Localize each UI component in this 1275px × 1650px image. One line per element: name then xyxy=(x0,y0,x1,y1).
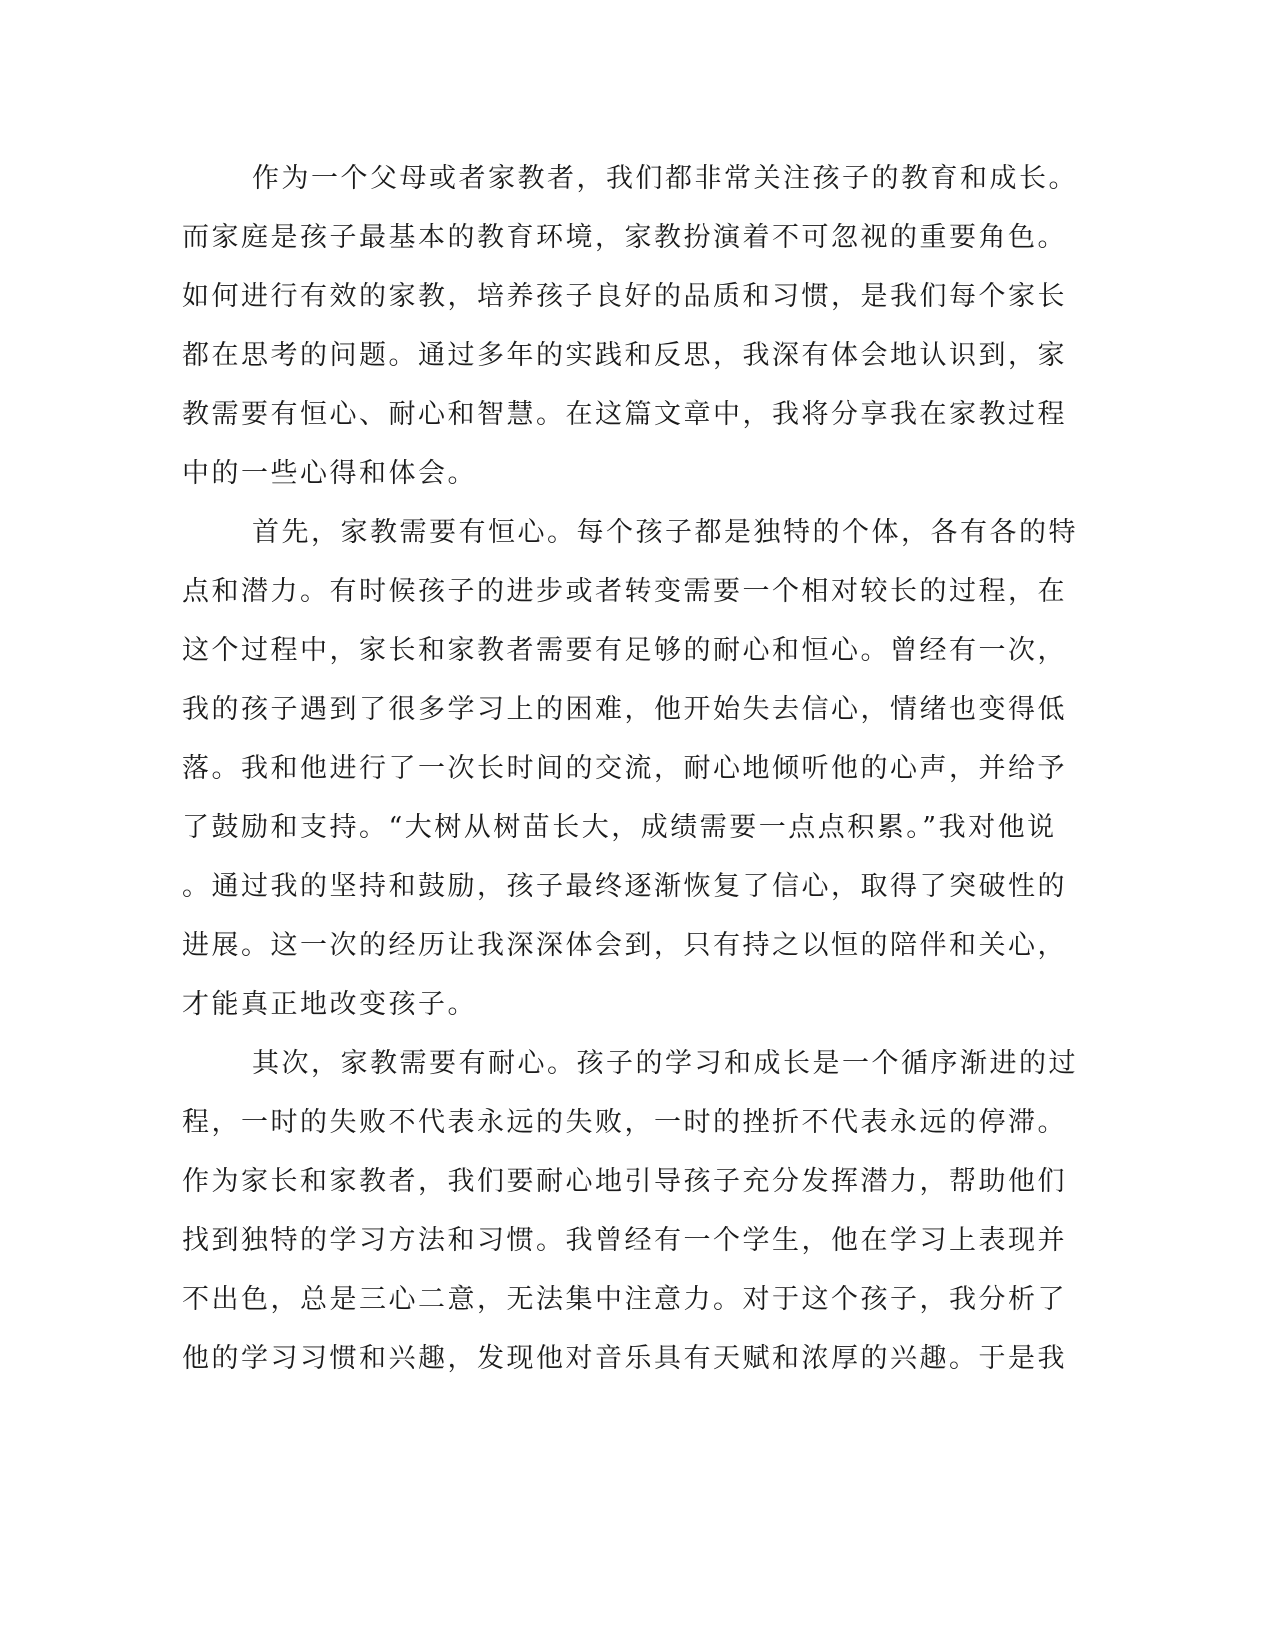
text-line: 作为一个父母或者家教者，我们都非常关注孩子的教育和成长。 xyxy=(252,163,1078,194)
text-line: 。通过我的坚持和鼓励，孩子最终逐渐恢复了信心，取得了突破性的 xyxy=(182,871,1067,902)
text-line: 了鼓励和支持。“大树从树苗长大，成绩需要一点点积累。”我对他说 xyxy=(182,812,1057,843)
text-line: 点和潜力。有时候孩子的进步或者转变需要一个相对较长的过程，在 xyxy=(182,576,1067,607)
paragraph-patience xyxy=(182,1034,1078,1388)
text-line: 进展。这一次的经历让我深深体会到，只有持之以恒的陪伴和关心， xyxy=(182,930,1067,961)
text-line: 才能真正地改变孩子。 xyxy=(182,989,477,1020)
text-line: 都在思考的问题。通过多年的实践和反思，我深有体会地认识到，家 xyxy=(182,340,1067,371)
text-line: 落。我和他进行了一次长时间的交流，耐心地倾听他的心声，并给予 xyxy=(182,753,1067,784)
text-line: 程，一时的失败不代表永远的失败，一时的挫折不代表永远的停滞。 xyxy=(182,1107,1067,1138)
text-line: 我的孩子遇到了很多学习上的困难，他开始失去信心，情绪也变得低 xyxy=(182,694,1067,725)
text-line: 中的一些心得和体会。 xyxy=(182,458,477,489)
text-line: 其次，家教需要有耐心。孩子的学习和成长是一个循序渐进的过 xyxy=(252,1048,1078,1079)
text-line: 他的学习习惯和兴趣，发现他对音乐具有天赋和浓厚的兴趣。于是我 xyxy=(182,1343,1067,1374)
text-line: 不出色，总是三心二意，无法集中注意力。对于这个孩子，我分析了 xyxy=(182,1284,1067,1315)
paragraph-intro xyxy=(182,149,1078,503)
text-line: 这个过程中，家长和家教者需要有足够的耐心和恒心。曾经有一次， xyxy=(182,635,1067,666)
text-line: 找到独特的学习方法和习惯。我曾经有一个学生，他在学习上表现并 xyxy=(182,1225,1067,1256)
text-line: 而家庭是孩子最基本的教育环境，家教扮演着不可忽视的重要角色。 xyxy=(182,222,1067,253)
document-body xyxy=(182,149,1078,1388)
text-line: 作为家长和家教者，我们要耐心地引导孩子充分发挥潜力，帮助他们 xyxy=(182,1166,1067,1197)
paragraph-perseverance xyxy=(182,503,1078,1034)
text-line: 教需要有恒心、耐心和智慧。在这篇文章中，我将分享我在家教过程 xyxy=(182,399,1067,430)
text-line: 如何进行有效的家教，培养孩子良好的品质和习惯，是我们每个家长 xyxy=(182,281,1067,312)
text-line: 首先，家教需要有恒心。每个孩子都是独特的个体，各有各的特 xyxy=(252,517,1078,548)
